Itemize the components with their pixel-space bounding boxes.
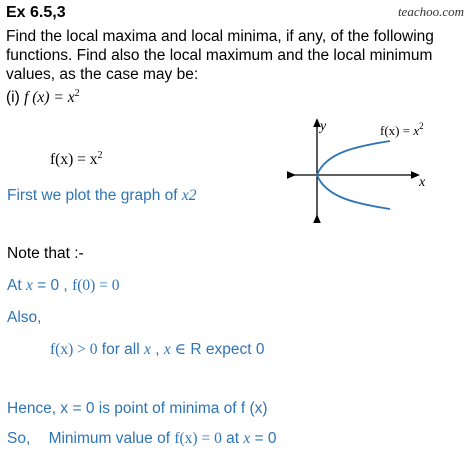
plot-text: First we plot the graph of xyxy=(7,187,182,204)
at-prefix: At xyxy=(7,277,26,294)
x-axis-label: x xyxy=(419,175,426,190)
function-definition xyxy=(50,150,102,169)
positive-statement xyxy=(50,340,264,359)
min-x: x xyxy=(243,430,251,447)
conclusion-statement xyxy=(7,430,277,448)
at-f: f(0) = 0 xyxy=(72,277,120,294)
part-function: f (x) = x xyxy=(24,89,75,107)
curve-label: $f(x) = x^2$ xyxy=(380,121,424,138)
part-prefix: (i) xyxy=(6,89,20,107)
min-at: at xyxy=(221,430,244,447)
exercise-title: Ex 6.5,3 xyxy=(6,4,66,21)
so-label: So, xyxy=(7,430,31,447)
gt-sep: , xyxy=(150,341,164,358)
at-mid: = 0 , xyxy=(32,277,73,294)
min-expr: f(x) = 0 xyxy=(174,430,222,447)
at-x: x xyxy=(25,277,33,294)
at-zero-statement xyxy=(7,277,120,295)
brand-watermark: teachoo.com xyxy=(397,4,464,19)
gt-in: x ∈ xyxy=(163,341,187,358)
question-part-i xyxy=(6,84,80,107)
note-heading: Note that :- xyxy=(7,245,84,262)
y-axis-label: y xyxy=(320,119,327,134)
gt-x: x xyxy=(144,341,151,358)
fx-exponent: 2 xyxy=(97,150,103,161)
min-end: = 0 xyxy=(250,430,277,447)
fx-lhs: f(x) = x xyxy=(50,151,98,169)
question-line-3: values, as the case may be: xyxy=(6,66,199,83)
plot-var: x2 xyxy=(181,187,197,204)
also-label: Also, xyxy=(7,309,42,326)
hence-statement: Hence, x = 0 is point of minima of f (x) xyxy=(7,400,268,417)
gt-expr: f(x) > 0 xyxy=(50,341,98,358)
question-line-2: functions. Find also the local maximum and the local minimum xyxy=(6,47,433,64)
min-text: Minimum value of xyxy=(48,430,175,447)
gt-for: for all xyxy=(97,341,144,358)
question-line-1: Find the local maxima and local minima, if any, of the following xyxy=(6,28,434,45)
gt-rest: R expect 0 xyxy=(186,341,265,358)
parabola-graph xyxy=(286,116,446,226)
part-exponent: 2 xyxy=(74,88,80,99)
plot-statement xyxy=(7,187,197,205)
